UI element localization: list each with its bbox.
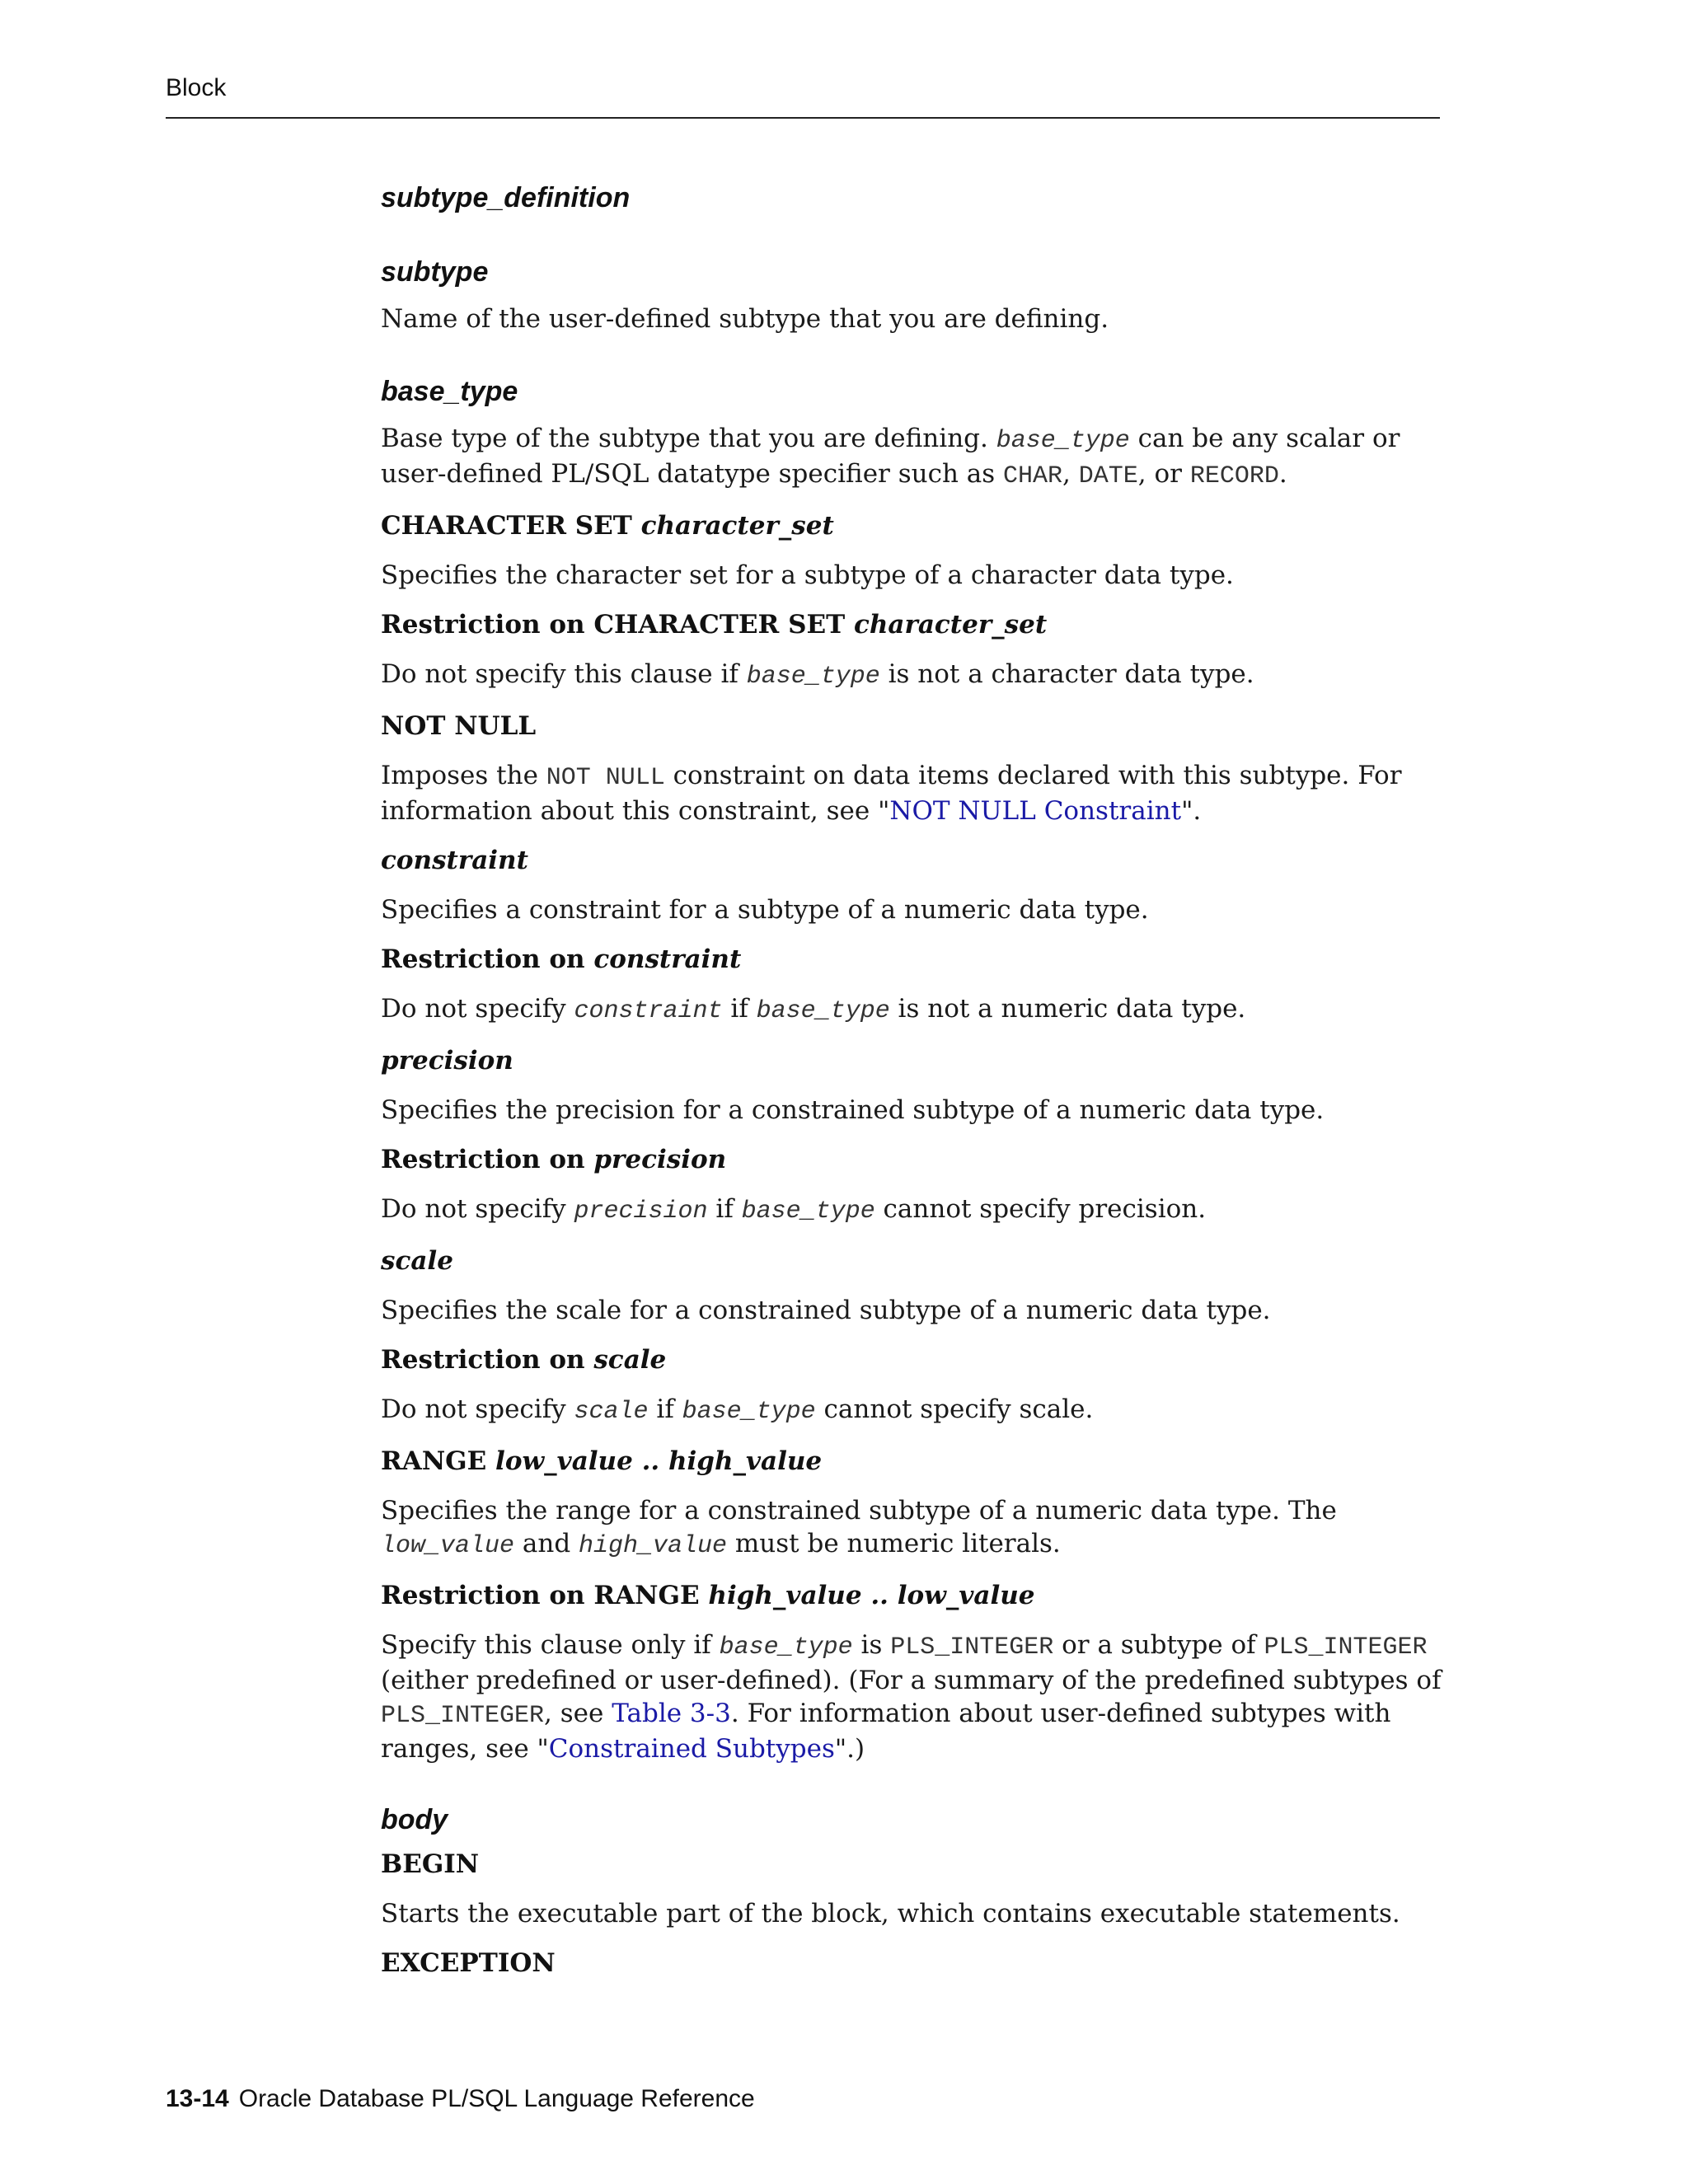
begin-description: Starts the executable part of the block, which contains executable statements. <box>381 1899 1400 1929</box>
link-table-3-3[interactable]: Table 3-3 <box>612 1699 731 1728</box>
restriction-precision-description: Do not specify precision if base_type cannot specify precision. <box>381 1194 1207 1226</box>
document-content <box>381 180 1444 1980</box>
heading-restriction-character-set: Restriction on CHARACTER SET character_set <box>381 610 1048 640</box>
code-record: RECORD <box>1189 462 1279 490</box>
code-pls-integer: PLS_INTEGER <box>381 1702 545 1730</box>
subtype-description: Name of the user-defined subtype that you are defining. <box>381 304 1109 334</box>
code-precision: precision <box>574 1197 708 1226</box>
heading-character-set: CHARACTER SET character_set <box>381 511 834 541</box>
heading-constraint: constraint <box>381 846 528 875</box>
page-footer <box>166 2085 755 2113</box>
code-base-type: base_type <box>741 1197 875 1226</box>
header-rule <box>166 117 1440 119</box>
restriction-constraint-description: Do not specify constraint if base_type is not a numeric data type. <box>381 994 1246 1025</box>
heading-exception: EXCEPTION <box>381 1948 556 1978</box>
heading-scale: scale <box>381 1246 453 1276</box>
code-high-value: high_value <box>579 1532 728 1560</box>
code-date: DATE <box>1078 462 1138 490</box>
heading-range: RANGE low_value .. high_value <box>381 1446 823 1476</box>
constraint-description: Specifies a constraint for a subtype of a numeric data type. <box>381 895 1149 925</box>
heading-restriction-constraint: Restriction on constraint <box>381 944 742 974</box>
code-char: CHAR <box>1003 462 1063 490</box>
restriction-scale-description: Do not specify scale if base_type cannot specify scale. <box>381 1394 1094 1426</box>
code-pls-integer: PLS_INTEGER <box>1264 1633 1428 1661</box>
code-base-type: base_type <box>996 427 1130 455</box>
link-constrained-subtypes[interactable]: Constrained Subtypes <box>548 1734 835 1764</box>
link-not-null-constraint[interactable]: NOT NULL Constraint <box>889 796 1182 826</box>
scale-description: Specifies the scale for a constrained subtype of a numeric data type. <box>381 1296 1271 1325</box>
code-low-value: low_value <box>381 1532 515 1560</box>
heading-begin: BEGIN <box>381 1849 480 1879</box>
book-title: Oracle Database PL/SQL Language Reference <box>238 2085 755 2112</box>
heading-restriction-scale: Restriction on scale <box>381 1345 667 1375</box>
page-number: 13-14 <box>166 2085 229 2112</box>
base-type-description: Base type of the subtype that you are defining. base_type can be any scalar or user-defined PL/SQL datatype specifier such as CHAR, DATE, or RECORD. <box>381 424 1400 490</box>
code-pls-integer: PLS_INTEGER <box>890 1633 1054 1661</box>
code-base-type: base_type <box>719 1633 853 1661</box>
section-heading-base-type: base_type <box>381 376 518 407</box>
not-null-description: Imposes the NOT NULL constraint on data items declared with this subtype. For information about this constraint, see "NOT NULL Constraint". <box>381 761 1402 826</box>
section-heading-body: body <box>381 1804 448 1835</box>
running-header: Block <box>166 74 227 101</box>
restriction-range-description: Specify this clause only if base_type is PLS_INTEGER or a subtype of PLS_INTEGER (either predefined or user-defined). (For a summary of the predefined subtypes of PLS_INTEGER, see Table 3-3. For information about user-defined subtypes with ranges, see "Constrained Subtypes".) <box>381 1630 1442 1764</box>
precision-description: Specifies the precision for a constrained subtype of a numeric data type. <box>381 1095 1325 1125</box>
section-heading-subtype-definition: subtype_definition <box>381 182 631 213</box>
character-set-description: Specifies the character set for a subtype of a character data type. <box>381 560 1234 590</box>
heading-precision: precision <box>381 1046 513 1076</box>
code-scale: scale <box>574 1398 649 1426</box>
code-base-type: base_type <box>746 663 880 691</box>
range-description: Specifies the range for a constrained subtype of a numeric data type. The low_value and high_value must be numeric literals. <box>381 1496 1337 1560</box>
code-not-null: NOT NULL <box>546 764 665 792</box>
heading-restriction-precision: Restriction on precision <box>381 1145 727 1174</box>
code-base-type: base_type <box>756 997 890 1025</box>
heading-restriction-range: Restriction on RANGE high_value .. low_value <box>381 1581 1035 1610</box>
section-heading-subtype: subtype <box>381 256 489 288</box>
heading-not-null: NOT NULL <box>381 711 537 741</box>
restriction-character-set-description: Do not specify this clause if base_type is not a character data type. <box>381 659 1254 691</box>
code-constraint: constraint <box>574 997 723 1025</box>
code-base-type: base_type <box>682 1398 816 1426</box>
